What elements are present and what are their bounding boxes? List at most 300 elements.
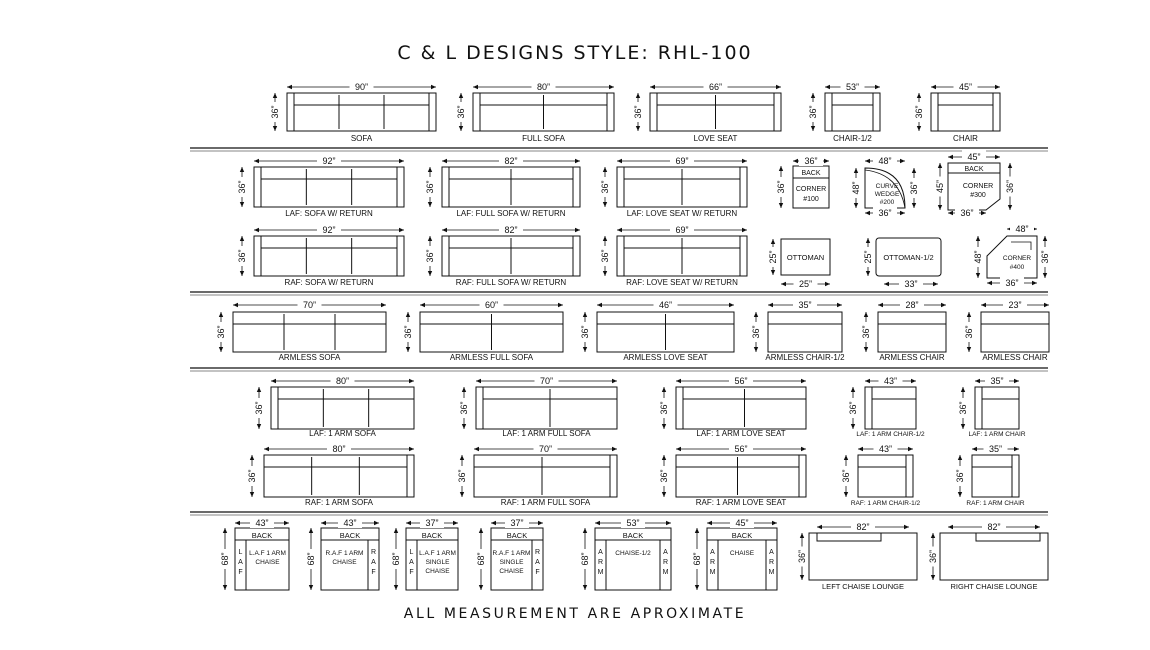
- width-label: 82”: [856, 522, 870, 532]
- arrow-head: [793, 159, 798, 163]
- lounge-outline: [809, 533, 917, 580]
- piece-label: RAF: 1 ARM CHAIR: [966, 500, 1025, 507]
- chaise-5: [579, 516, 671, 590]
- depth-label: 25”: [863, 250, 873, 264]
- arm-right: [573, 167, 580, 207]
- arrow-head: [406, 521, 411, 525]
- arrow-head: [240, 167, 244, 172]
- arm-tag: L: [238, 549, 243, 556]
- arrow-head: [865, 211, 870, 215]
- piece-raf-love-seat-w-return: [599, 223, 747, 287]
- width-label: 33”: [904, 279, 918, 289]
- arrow-head: [695, 528, 699, 533]
- arm-tag: A: [663, 549, 668, 556]
- depth-label: 36”: [909, 181, 919, 195]
- arm-right: [573, 236, 580, 276]
- arrow-head: [662, 424, 666, 429]
- arrow-head: [825, 282, 830, 286]
- piece-label: RAF: LOVE SEAT W/ RETURN: [626, 278, 738, 287]
- piece-label: ARMLESS CHAIR: [982, 353, 1048, 362]
- arrow-head: [603, 271, 607, 276]
- depth-label: 36”: [841, 469, 851, 483]
- depth-label: 36”: [928, 549, 938, 564]
- chaise-label: CHAISE: [255, 559, 280, 566]
- chaise-label: SINGLE: [425, 559, 450, 566]
- width-label: 70”: [538, 444, 553, 454]
- arm-tag: A: [769, 549, 774, 556]
- arrow-head: [933, 282, 938, 286]
- arrow-head: [900, 211, 905, 215]
- width-label: 37”: [425, 518, 439, 528]
- arrow-head: [428, 202, 432, 207]
- arrow-head: [938, 205, 942, 210]
- depth-label: 36”: [797, 549, 807, 564]
- width-label: 92”: [322, 225, 336, 235]
- arrow-head: [1043, 273, 1047, 278]
- sofa-outline: [676, 455, 806, 497]
- arm-tag: A: [598, 549, 603, 556]
- arrow-head: [612, 379, 617, 383]
- arrow-head: [801, 447, 806, 451]
- depth-label: 36”: [659, 469, 669, 483]
- arrow-head: [575, 228, 580, 232]
- arm-right: [740, 167, 747, 207]
- arrow-head: [912, 168, 916, 173]
- piece-label: RAF: 1 ARM SOFA: [304, 498, 374, 507]
- piece-love-seat: [632, 80, 781, 143]
- piece-label: ARMLESS FULL SOFA: [449, 353, 534, 362]
- arm-left: [476, 387, 483, 429]
- lounge-back: [817, 533, 881, 541]
- arrow-head: [676, 379, 681, 383]
- arm-left: [442, 167, 449, 207]
- arrow-head: [1014, 447, 1019, 451]
- arrow-head: [462, 424, 466, 429]
- piece-label: CHAIR: [953, 134, 978, 143]
- ottoman: [767, 239, 830, 289]
- arrow-head: [420, 303, 425, 307]
- piece-label: FULL SOFA: [522, 134, 565, 143]
- piece-label: LAF: 1 ARM CHAIR-1/2: [856, 431, 925, 438]
- arrow-head: [459, 93, 463, 98]
- arrow-head: [662, 387, 666, 392]
- arrow-head: [240, 202, 244, 207]
- width-label: 35”: [990, 376, 1004, 386]
- section-divider: [190, 368, 1048, 371]
- section-divider: [190, 292, 1048, 295]
- width-label: 80”: [536, 82, 551, 92]
- arm-right: [993, 93, 1000, 131]
- arrow-head: [824, 159, 829, 163]
- back-label: BACK: [421, 531, 443, 540]
- arrow-head: [958, 455, 962, 460]
- piece-raf-1-arm-full-sofa: [456, 442, 617, 507]
- arrow-head: [273, 93, 277, 98]
- arm-tag: M: [768, 569, 775, 576]
- piece-raf-1-arm-chair: [954, 442, 1025, 507]
- piece-armless-chair-1-2: [750, 298, 845, 362]
- arrow-head: [583, 312, 587, 317]
- wedge-label: #200: [879, 199, 895, 206]
- corner-inner: [1011, 242, 1031, 250]
- width-label: 28”: [905, 300, 919, 310]
- piece-armless-chair: [860, 298, 946, 362]
- arrow-head: [858, 447, 863, 451]
- arrow-head: [779, 203, 783, 208]
- arrow-head: [462, 387, 466, 392]
- arrow-head: [538, 521, 543, 525]
- piece-label: RAF: 1 ARM FULL SOFA: [500, 498, 591, 507]
- depth-label: 36”: [659, 401, 669, 415]
- piece-armless-sofa: [215, 298, 386, 362]
- arrow-head: [609, 85, 614, 89]
- piece-raf-full-sofa-w-return: [424, 223, 580, 287]
- depth-label: 36”: [457, 469, 467, 483]
- sofa-outline: [768, 312, 842, 352]
- arm-left: [865, 387, 872, 429]
- arrow-head: [223, 585, 227, 590]
- arrow-head: [491, 521, 496, 525]
- depth-label: 36”: [270, 105, 280, 119]
- arrow-head: [961, 424, 965, 429]
- arm-left: [975, 387, 982, 429]
- arrow-head: [583, 585, 587, 590]
- arrow-head: [742, 228, 747, 232]
- arrow-head: [254, 159, 259, 163]
- arrow-head: [987, 281, 992, 285]
- sofa-outline: [865, 387, 916, 429]
- arrow-head: [636, 93, 640, 98]
- width-label: 69”: [675, 156, 689, 166]
- arrow-head: [223, 528, 227, 533]
- arrow-head: [603, 236, 607, 241]
- arm-tag: R: [768, 559, 775, 566]
- arm-tag: F: [238, 569, 243, 576]
- arrow-head: [1043, 236, 1047, 241]
- arrow-head: [948, 525, 953, 529]
- width-label: 66”: [708, 82, 723, 92]
- arrow-head: [662, 455, 666, 460]
- corner-label: #400: [1009, 264, 1025, 271]
- corner-400: [972, 222, 1051, 288]
- width-label: 80”: [335, 376, 350, 386]
- arrow-head: [837, 303, 842, 307]
- width-label: 60”: [484, 300, 499, 310]
- sofa-outline: [271, 387, 414, 429]
- ottoman-half: [862, 238, 941, 289]
- depth-label: 36”: [633, 105, 643, 119]
- arrow-head: [240, 271, 244, 276]
- arm-tag: M: [709, 569, 716, 576]
- arrow-head: [399, 159, 404, 163]
- arrow-head: [864, 312, 868, 317]
- arrow-head: [825, 85, 830, 89]
- chaise-label: R.A.F 1 ARM: [325, 550, 364, 557]
- arm-right: [799, 455, 806, 497]
- arrow-head: [865, 379, 870, 383]
- arrow-head: [442, 228, 447, 232]
- arrow-head: [474, 447, 479, 451]
- sofa-outline: [233, 312, 386, 352]
- arrow-head: [240, 236, 244, 241]
- sofa-outline: [825, 93, 880, 131]
- piece-laf-1-arm-love-seat: [658, 374, 806, 438]
- arrow-head: [250, 455, 254, 460]
- depth-label: 36”: [425, 249, 435, 263]
- piece-label: LAF: FULL SOFA W/ RETURN: [456, 209, 566, 218]
- piece-raf-1-arm-sofa: [246, 442, 414, 507]
- depth-label: 36”: [808, 105, 818, 119]
- lounge-outline: [940, 533, 1048, 580]
- arrow-head: [865, 159, 870, 163]
- sofa-outline: [474, 455, 617, 497]
- arrow-head: [460, 492, 464, 497]
- arrow-head: [995, 155, 1000, 159]
- depth-label: 68”: [391, 552, 401, 566]
- width-label: 43”: [883, 376, 898, 386]
- width-label: 82”: [504, 156, 518, 166]
- curve-wedge-200: [850, 154, 920, 218]
- lounge-label: LEFT CHAISE LOUNGE: [822, 582, 904, 591]
- depth-label: 25”: [768, 250, 778, 264]
- arrow-head: [271, 379, 276, 383]
- arrow-head: [854, 168, 858, 173]
- arm-tag: R: [662, 559, 669, 566]
- piece-armless-full-sofa: [402, 298, 563, 362]
- depth-label: 36”: [459, 401, 469, 415]
- arm-left: [676, 387, 683, 429]
- arm-left: [473, 93, 480, 131]
- arrow-head: [575, 159, 580, 163]
- arrow-head: [473, 85, 478, 89]
- arrow-head: [931, 533, 935, 538]
- depth-label: 36”: [456, 105, 466, 119]
- arrow-head: [676, 447, 681, 451]
- arrow-head: [257, 424, 261, 429]
- chaise-label: L.A.F 1 ARM: [419, 550, 456, 557]
- piece-label: RAF: SOFA W/ RETURN: [284, 278, 374, 287]
- chaise-label: CHAISE: [425, 568, 450, 575]
- arrow-head: [801, 379, 806, 383]
- depth-label: 36”: [403, 325, 413, 339]
- arrow-head: [931, 85, 936, 89]
- depth-label: 45”: [935, 179, 945, 194]
- width-label: 82”: [504, 225, 518, 235]
- arrow-head: [911, 379, 916, 383]
- piece-label: LAF: LOVE SEAT W/ RETURN: [626, 209, 738, 218]
- arrow-head: [321, 521, 326, 525]
- arrow-head: [976, 273, 980, 278]
- arm-right: [429, 93, 436, 131]
- piece-laf-1-arm-chair-1-2: [847, 374, 925, 438]
- arm-left: [442, 236, 449, 276]
- piece-label: CHAIR-1/2: [833, 134, 872, 143]
- back-label: BACK: [339, 531, 361, 540]
- ottoman-label: OTTOMAN-1/2: [883, 253, 934, 262]
- width-label: 69”: [675, 225, 689, 235]
- depth-label: 36”: [254, 401, 264, 415]
- arrow-head: [707, 521, 712, 525]
- arrow-head: [219, 347, 223, 352]
- arrow-head: [399, 228, 404, 232]
- depth-label: 36”: [776, 180, 786, 194]
- arm-right: [407, 455, 414, 497]
- arrow-head: [967, 312, 971, 317]
- arrow-head: [273, 126, 277, 131]
- chaise-lounge-right: [927, 520, 1048, 591]
- back-label: BACK: [801, 170, 821, 177]
- arrow-head: [995, 85, 1000, 89]
- arm-tag: L: [409, 549, 414, 556]
- arrow-head: [442, 159, 447, 163]
- arrow-head: [967, 347, 971, 352]
- piece-raf-1-arm-love-seat: [658, 442, 806, 507]
- arrow-head: [459, 126, 463, 131]
- width-label: 36”: [804, 156, 818, 166]
- width-label: 70”: [302, 300, 317, 310]
- arrow-head: [695, 585, 699, 590]
- arrow-head: [729, 303, 734, 307]
- arm-right: [873, 93, 880, 131]
- arrow-head: [981, 303, 986, 307]
- arm-left: [650, 93, 657, 131]
- piece-armless-love-seat: [579, 298, 734, 362]
- depth-label: 36”: [247, 469, 257, 483]
- arrow-head: [583, 347, 587, 352]
- arm-tag: A: [535, 559, 540, 566]
- corner-label: CORNER: [962, 183, 994, 190]
- arrow-head: [917, 93, 921, 98]
- width-label: 23”: [1008, 300, 1022, 310]
- width-label: 80”: [332, 444, 346, 454]
- arrow-head: [479, 528, 483, 533]
- page-title: C & L DESIGNS STYLE: RHL-100: [397, 42, 753, 64]
- depth-label: 36”: [600, 249, 610, 263]
- arrow-head: [811, 126, 815, 131]
- sofa-outline: [676, 387, 806, 429]
- arrow-head: [612, 447, 617, 451]
- depth-label: 36”: [1005, 179, 1015, 194]
- arm-right: [774, 93, 781, 131]
- arrow-head: [431, 85, 436, 89]
- arrow-head: [250, 492, 254, 497]
- arrow-head: [866, 271, 870, 276]
- chaise-1: [219, 516, 289, 590]
- arrow-head: [817, 525, 822, 529]
- arrow-head: [476, 379, 481, 383]
- arrow-head: [864, 347, 868, 352]
- arrow-head: [309, 528, 313, 533]
- depth-label: 36”: [958, 401, 968, 415]
- arrow-head: [558, 303, 563, 307]
- arrow-head: [772, 521, 777, 525]
- arrow-head: [409, 447, 414, 451]
- piece-chair: [913, 80, 1000, 143]
- arrow-head: [636, 126, 640, 131]
- arm-right: [397, 236, 404, 276]
- arm-tag: R: [709, 559, 716, 566]
- arrow-head: [1032, 281, 1037, 285]
- back-label: BACK: [251, 531, 273, 540]
- piece-label: LAF: 1 ARM FULL SOFA: [502, 429, 591, 438]
- arrow-head: [233, 303, 238, 307]
- wedge-label: WEDGE: [874, 191, 900, 198]
- arm-tag: M: [597, 569, 604, 576]
- arm-left: [254, 167, 261, 207]
- piece-label: RAF: 1 ARM CHAIR-1/2: [850, 500, 921, 507]
- piece-label: LOVE SEAT: [693, 134, 738, 143]
- arrow-head: [428, 271, 432, 276]
- depth-label: 36”: [1040, 250, 1050, 264]
- piece-label: LAF: 1 ARM CHAIR: [968, 431, 1026, 438]
- width-label: 70”: [539, 376, 554, 386]
- arrow-head: [958, 492, 962, 497]
- arm-tag: M: [662, 569, 669, 576]
- arrow-head: [854, 203, 858, 208]
- arrow-head: [972, 447, 977, 451]
- sofa-outline: [254, 236, 404, 276]
- arrow-head: [394, 585, 398, 590]
- piece-label: SOFA: [350, 134, 373, 143]
- depth-label: 36”: [580, 325, 590, 339]
- arrow-head: [1008, 163, 1012, 168]
- arrow-head: [742, 159, 747, 163]
- arm-tag: F: [409, 569, 414, 576]
- piece-laf-1-arm-sofa: [253, 374, 414, 438]
- arrow-head: [904, 525, 909, 529]
- wedge-label: CURVE: [875, 183, 899, 190]
- piece-full-sofa: [455, 80, 614, 143]
- depth-label: 48”: [973, 250, 983, 264]
- depth-label: 36”: [955, 469, 965, 483]
- arrow-head: [1035, 525, 1040, 529]
- width-label: 53”: [626, 518, 640, 528]
- lounge-back: [976, 533, 1040, 541]
- arrow-head: [309, 585, 313, 590]
- chaise-label: CHAISE: [332, 559, 357, 566]
- arm-tag: R: [534, 549, 541, 556]
- arrow-head: [771, 239, 775, 244]
- chaise-4: [475, 516, 543, 590]
- arrow-head: [768, 303, 773, 307]
- sofa-outline: [858, 455, 913, 497]
- piece-label: ARMLESS SOFA: [278, 353, 341, 362]
- arrow-head: [981, 211, 986, 215]
- arm-left: [254, 236, 261, 276]
- arrow-head: [800, 533, 804, 538]
- arm-tag: R: [597, 559, 604, 566]
- chaise-label: CHAISE: [729, 550, 755, 557]
- arm-tag: F: [371, 569, 376, 576]
- arrow-head: [771, 270, 775, 275]
- width-label: 35”: [988, 444, 1003, 454]
- arm-right: [740, 236, 747, 276]
- arrow-head: [219, 312, 223, 317]
- chaise-lounge-left: [796, 520, 917, 591]
- arm-left: [617, 167, 624, 207]
- arrow-head: [617, 228, 622, 232]
- piece-label: LAF: SOFA W/ RETURN: [285, 209, 373, 218]
- piece-laf-sofa-w-return: [236, 154, 404, 218]
- arrow-head: [908, 447, 913, 451]
- piece-label: ARMLESS LOVE SEAT: [623, 353, 708, 362]
- corner-label: #300: [970, 192, 986, 199]
- piece-label: LAF: 1 ARM SOFA: [309, 429, 376, 438]
- arrow-head: [851, 424, 855, 429]
- width-label: 37”: [510, 518, 524, 528]
- width-label: 43”: [255, 518, 269, 528]
- width-label: 45”: [735, 518, 749, 528]
